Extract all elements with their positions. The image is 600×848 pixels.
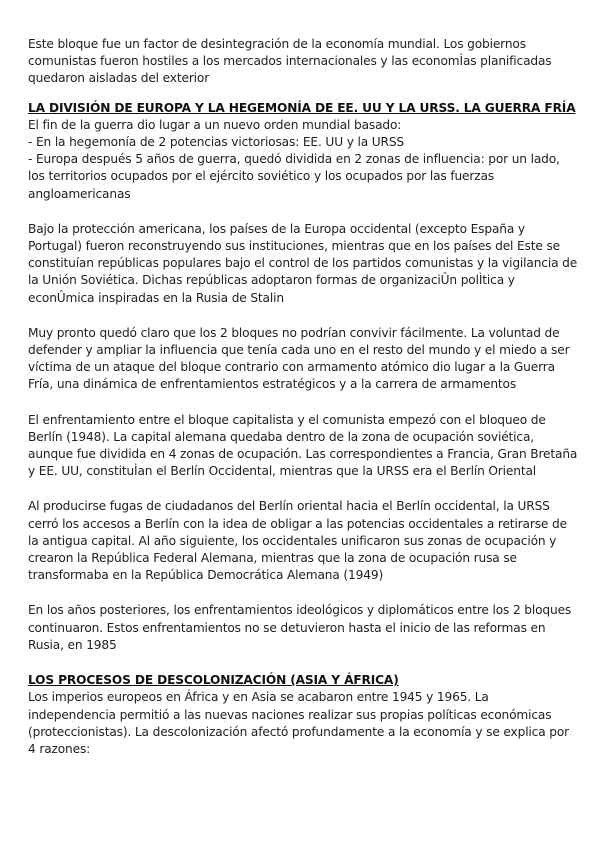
section-heading-descolonizacion: LOS PROCESOS DE DESCOLONIZACIÓN (ASIA Y ÁFRICA) — [28, 673, 399, 688]
section1-paragraph-2: Muy pronto quedó claro que los 2 bloques no podrían convivir fácilmente. La voluntad de defender y ampliar la influencia que tenía cada uno en el resto del mundo y el miedo a ser víctima de un ataque del bloque contrario con armamento atómico dio lugar a la Guerra Fría, una dinámica de enfrentamientos estratégicos y a la carrera de armamentos — [28, 325, 570, 392]
spacer — [28, 203, 580, 221]
intro-paragraph: Este bloque fue un factor de desintegración de la economía mundial. Los gobiernos comunistas fueron hostiles a los mercados internacionales y las economÌas planificadas quedaron aisladas del exterior — [28, 37, 552, 86]
section1-paragraph-3: El enfrentamiento entre el bloque capitalista y el comunista empezó con el bloqueo de Berlín (1948). La capital alemana quedaba dentro de la zona de ocupación soviética, aunque fue dividida en 4 zonas de ocupación. Las correspondientes a Francia, Gran Bretaña y EE. UU, constituÌan el Berlín Occidental, mientras que la URSS era el Berlín Oriental — [28, 412, 578, 479]
section-heading-guerra-fria: LA DIVISIÓN DE EUROPA Y LA HEGEMONÍA DE EE. UU Y LA URSS. LA GUERRA FRÍA — [28, 100, 576, 115]
section1-bullet-1: - En la hegemonía de 2 potencias victoriosas: EE. UU y la URSS — [28, 135, 405, 150]
section2-paragraph-1: Los imperios europeos en África y en Asia se acabaron entre 1945 y 1965. La independencia permitió a las nuevas naciones realizar sus propias políticas económicas (proteccionistas). La descolonización afectó profundamente a la economía y se explica por 4 razones: — [28, 690, 570, 756]
document-page — [28, 36, 580, 758]
section1-bullet-2: - Europa después 5 años de guerra, quedó dividida en 2 zonas de influencia: por un lado, los territorios ocupados por el ejército soviético y los ocupados por las fuerzas angloamericanas — [28, 152, 560, 201]
section1-paragraph-5: En los años posteriores, los enfrentamientos ideológicos y diplomáticos entre los 2 bloques continuaron. Estos enfrentamientos no se detuvieron hasta el inicio de las reformas en Rusia, en 1985 — [28, 603, 572, 652]
spacer — [28, 480, 580, 498]
spacer — [28, 88, 580, 100]
spacer — [28, 584, 580, 602]
section1-paragraph-1: Bajo la protección americana, los países de la Europa occidental (excepto España y Portugal) fueron reconstruyendo sus instituciones, mientras que en los países del Este se constituían repúblicas populares bajo el control de los partidos comunistas y la vigilancia de la Unión Soviética. Dichas repúblicas adoptaron formas de organizaciÛn polÌtica y econÛmica inspiradas en la Rusia de Stalin — [28, 221, 578, 305]
spacer — [28, 654, 580, 672]
section1-lead: El fin de la guerra dio lugar a un nuevo orden mundial basado: — [28, 117, 402, 132]
section1-paragraph-4: Al producirse fugas de ciudadanos del Berlín oriental hacia el Berlín occidental, la URSS cerró los accesos a Berlín con la idea de obligar a las potencias occidentales a retirarse de la antigua capital. Al año siguiente, los occidentales unificaron sus zonas de ocupación y crearon la República Federal Alemana, mientras que la zona de ocupación rusa se transformaba en la República Democrática Alemana (1949) — [28, 499, 567, 583]
spacer — [28, 307, 580, 325]
spacer — [28, 394, 580, 412]
